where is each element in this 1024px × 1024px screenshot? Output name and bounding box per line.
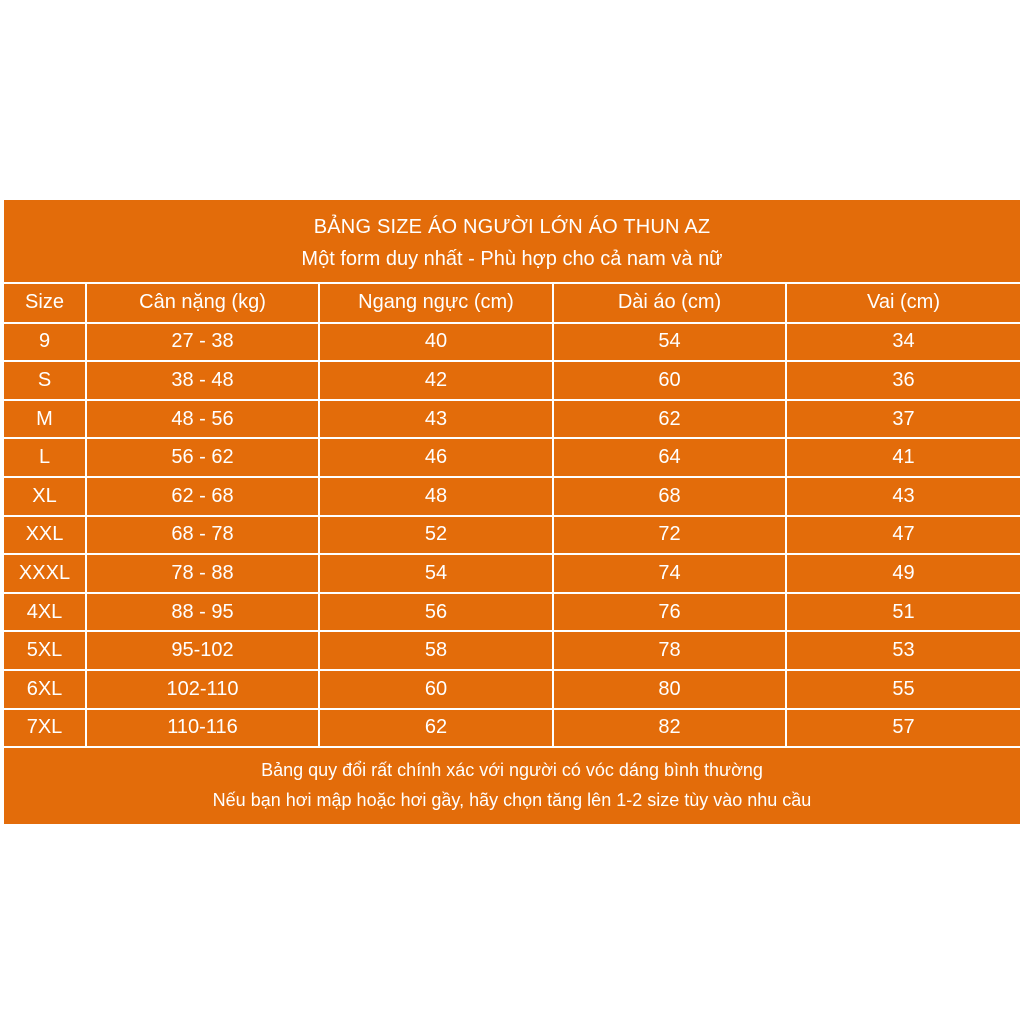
cell-size: XL: [4, 477, 86, 516]
cell-weight: 38 - 48: [86, 361, 319, 400]
cell-size: XXL: [4, 516, 86, 555]
cell-chest: 48: [319, 477, 553, 516]
cell-size: S: [4, 361, 86, 400]
column-header-chest: Ngang ngực (cm): [319, 284, 553, 323]
table-row: [4, 477, 1020, 516]
cell-size: M: [4, 400, 86, 439]
cell-size: 6XL: [4, 670, 86, 709]
table-row: [4, 631, 1020, 670]
cell-weight: 56 - 62: [86, 438, 319, 477]
column-header-weight: Cân nặng (kg): [86, 284, 319, 323]
cell-weight: 27 - 38: [86, 323, 319, 362]
cell-chest: 58: [319, 631, 553, 670]
table-row: [4, 400, 1020, 439]
cell-length: 76: [553, 593, 786, 632]
cell-chest: 60: [319, 670, 553, 709]
cell-size: 9: [4, 323, 86, 362]
cell-weight: 95-102: [86, 631, 319, 670]
table-row: [4, 361, 1020, 400]
cell-weight: 62 - 68: [86, 477, 319, 516]
table-row: [4, 516, 1020, 555]
cell-chest: 52: [319, 516, 553, 555]
table-row: [4, 554, 1020, 593]
table-row: [4, 670, 1020, 709]
table-row: [4, 323, 1020, 362]
column-header-length: Dài áo (cm): [553, 284, 786, 323]
cell-weight: 88 - 95: [86, 593, 319, 632]
cell-chest: 54: [319, 554, 553, 593]
cell-weight: 48 - 56: [86, 400, 319, 439]
cell-length: 64: [553, 438, 786, 477]
cell-weight: 78 - 88: [86, 554, 319, 593]
cell-size: 5XL: [4, 631, 86, 670]
cell-shoulder: 34: [786, 323, 1020, 362]
cell-shoulder: 51: [786, 593, 1020, 632]
cell-length: 78: [553, 631, 786, 670]
cell-shoulder: 47: [786, 516, 1020, 555]
size-table: [4, 284, 1020, 748]
table-row: [4, 593, 1020, 632]
column-header-shoulder: Vai (cm): [786, 284, 1020, 323]
cell-chest: 42: [319, 361, 553, 400]
cell-chest: 56: [319, 593, 553, 632]
size-chart-footer: [4, 748, 1020, 824]
cell-weight: 110-116: [86, 709, 319, 748]
table-header-row: [4, 284, 1020, 323]
footer-note-accuracy: Bảng quy đổi rất chính xác với người có vóc dáng bình thường: [261, 760, 763, 780]
cell-chest: 62: [319, 709, 553, 748]
cell-weight: 68 - 78: [86, 516, 319, 555]
cell-length: 80: [553, 670, 786, 709]
cell-length: 54: [553, 323, 786, 362]
cell-length: 60: [553, 361, 786, 400]
chart-subtitle: Một form duy nhất - Phù hợp cho cả nam và nữ: [301, 248, 723, 270]
cell-chest: 43: [319, 400, 553, 439]
cell-size: 7XL: [4, 709, 86, 748]
cell-size: 4XL: [4, 593, 86, 632]
cell-length: 62: [553, 400, 786, 439]
cell-shoulder: 57: [786, 709, 1020, 748]
cell-shoulder: 55: [786, 670, 1020, 709]
cell-shoulder: 41: [786, 438, 1020, 477]
footer-note-advice: Nếu bạn hơi mập hoặc hơi gầy, hãy chọn tăng lên 1-2 size tùy vào nhu cầu: [212, 790, 812, 810]
cell-length: 68: [553, 477, 786, 516]
cell-length: 72: [553, 516, 786, 555]
table-row: [4, 709, 1020, 748]
column-header-size: Size: [4, 284, 86, 323]
cell-weight: 102-110: [86, 670, 319, 709]
size-chart: [4, 200, 1020, 824]
cell-shoulder: 43: [786, 477, 1020, 516]
cell-chest: 46: [319, 438, 553, 477]
cell-shoulder: 37: [786, 400, 1020, 439]
cell-shoulder: 49: [786, 554, 1020, 593]
cell-shoulder: 53: [786, 631, 1020, 670]
size-chart-header: [4, 200, 1020, 284]
cell-length: 74: [553, 554, 786, 593]
cell-chest: 40: [319, 323, 553, 362]
cell-shoulder: 36: [786, 361, 1020, 400]
cell-size: XXXL: [4, 554, 86, 593]
cell-size: L: [4, 438, 86, 477]
table-row: [4, 438, 1020, 477]
cell-length: 82: [553, 709, 786, 748]
chart-title: BẢNG SIZE ÁO NGƯỜI LỚN ÁO THUN AZ: [313, 216, 711, 238]
